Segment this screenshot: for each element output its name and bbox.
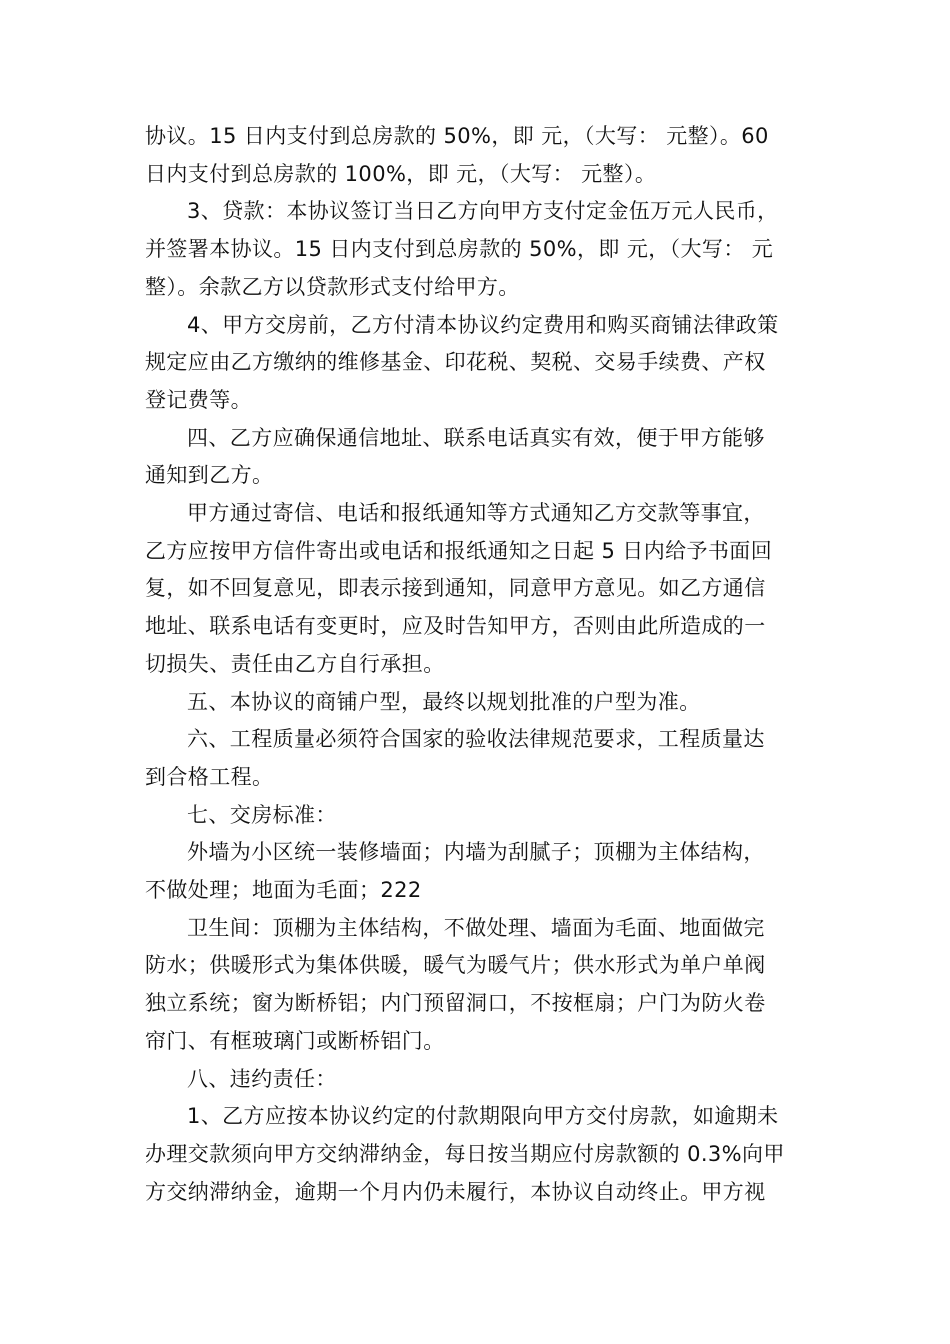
section-seven-heading: 七、交房标准： <box>187 802 337 827</box>
paragraph-bathroom-standard: 卫生间：顶棚为主体结构，不做处理、墙面为毛面、地面做完 防水；供暖形式为集体供暖，暖气为暖气片；供水形式为单户单阀 独立系统；窗为断桥铝；内门预留洞口，不按框扇；户门为防火卷 帘门、有框玻璃门或断桥铝门。 <box>145 915 766 1053</box>
paragraph-finish-standard: 外墙为小区统一装修墙面；内墙为刮腻子；顶棚为主体结构， 不做处理；地面为毛面；222 <box>145 840 765 903</box>
paragraph-late-payment: 1、乙方应按本协议约定的付款期限向甲方交付房款，如逾期未 办理交款须向甲方交纳滞纳金，每日按当期应付房款额的 0.3%向甲 方交纳滞纳金，逾期一个月内仍未履行，本协议自动终止。甲方视 <box>145 1104 785 1204</box>
document-body <box>145 118 807 1211</box>
section-four-contact-info: 四、乙方应确保通信地址、联系电话真实有效，便于甲方能够 通知到乙方。 <box>145 425 765 488</box>
paragraph-fees-before-handover: 4、甲方交房前，乙方付清本协议约定费用和购买商铺法律政策 规定应由乙方缴纳的维修基金、印花税、契税、交易手续费、产权 登记费等。 <box>145 312 779 412</box>
paragraph-loan-payment: 3、贷款：本协议签订当日乙方向甲方支付定金伍万元人民币， 并签署本协议。15 日内支付到总房款的 50%，即 元，（大写： 元 整）。余款乙方以贷款形式支付给甲方。 <box>145 199 779 299</box>
paragraph-notification-method: 甲方通过寄信、电话和报纸通知等方式通知乙方交款等事宜， 乙方应按甲方信件寄出或电话和报纸通知之日起 5 日内给予书面回 复，如不回复意见，即表示接到通知，同意甲方意见。如乙方通信 地址、联系电话有变更时，应及时告知甲方，否则由此所造成的一 切损失、责任由乙方自行承担。 <box>145 501 773 676</box>
section-six-construction-quality: 六、工程质量必须符合国家的验收法律规范要求，工程质量达 到合格工程。 <box>145 727 765 789</box>
section-eight-heading: 八、违约责任： <box>187 1066 337 1091</box>
paragraph-payment-continued: 协议。15 日内支付到总房款的 50%，即 元，（大写： 元整）。60 日内支付到总房款的 100%，即 元，（大写： 元整）。 <box>145 124 769 186</box>
section-five-unit-layout: 五、本协议的商铺户型，最终以规划批准的户型为准。 <box>187 689 701 714</box>
